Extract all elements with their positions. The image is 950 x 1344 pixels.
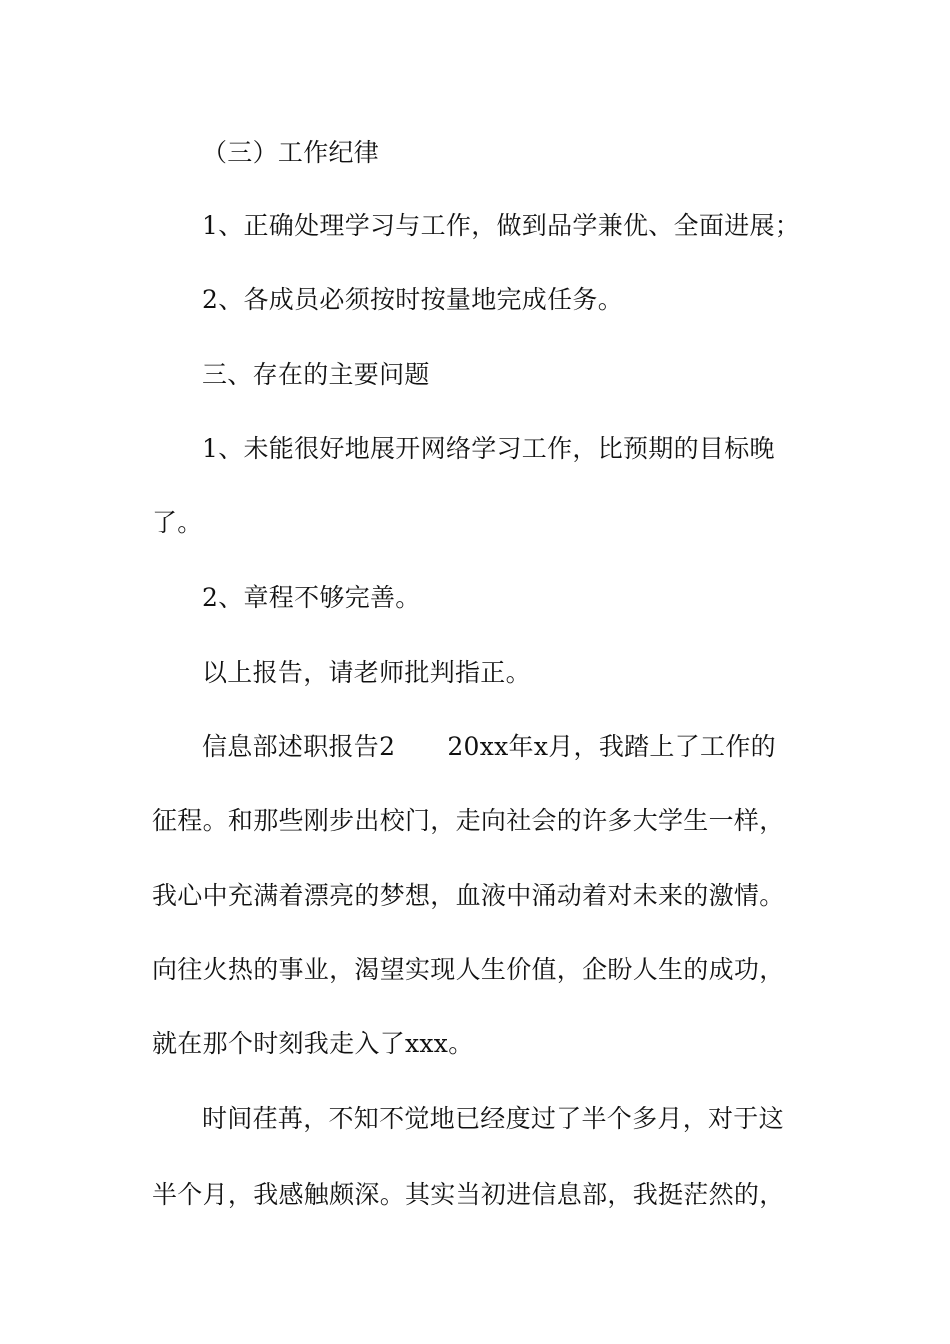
section-heading-main-problems: 三、存在的主要问题 — [202, 360, 430, 389]
paragraph-line-12: 向往火热的事业，渴望实现人生价值，企盼人生的成功， — [152, 955, 785, 984]
paragraph-line-15: 半个月，我感触颇深。其实当初进信息部，我挺茫然的， — [152, 1180, 785, 1209]
report-title: 信息部述职报告2 — [202, 732, 396, 761]
opening-line-text: 20xx年x月，我踏上了工作的 — [447, 732, 776, 761]
paragraph-line-10: 征程。和那些刚步出校门，走向社会的许多大学生一样， — [152, 806, 785, 835]
paragraph-line-13: 就在那个时刻我走入了xxx。 — [152, 1029, 474, 1058]
problem-item-1-continuation: 了。 — [152, 508, 203, 537]
problem-item-1: 1、未能很好地展开网络学习工作，比预期的目标晚 — [202, 434, 775, 463]
discipline-item-2: 2、各成员必须按时按量地完成任务。 — [202, 285, 624, 314]
report-closing-text: 以上报告，请老师批判指正。 — [202, 658, 531, 687]
problem-item-2: 2、章程不够完善。 — [202, 583, 421, 612]
discipline-item-1: 1、正确处理学习与工作，做到品学兼优、全面进展； — [202, 211, 801, 240]
paragraph-line-14: 时间荏苒，不知不觉地已经度过了半个多月，对于这 — [202, 1104, 784, 1133]
report-title-and-opening-line — [202, 732, 862, 762]
section-heading-work-discipline: （三）工作纪律 — [202, 138, 380, 167]
paragraph-line-11: 我心中充满着漂亮的梦想，血液中涌动着对未来的激情。 — [152, 881, 785, 910]
